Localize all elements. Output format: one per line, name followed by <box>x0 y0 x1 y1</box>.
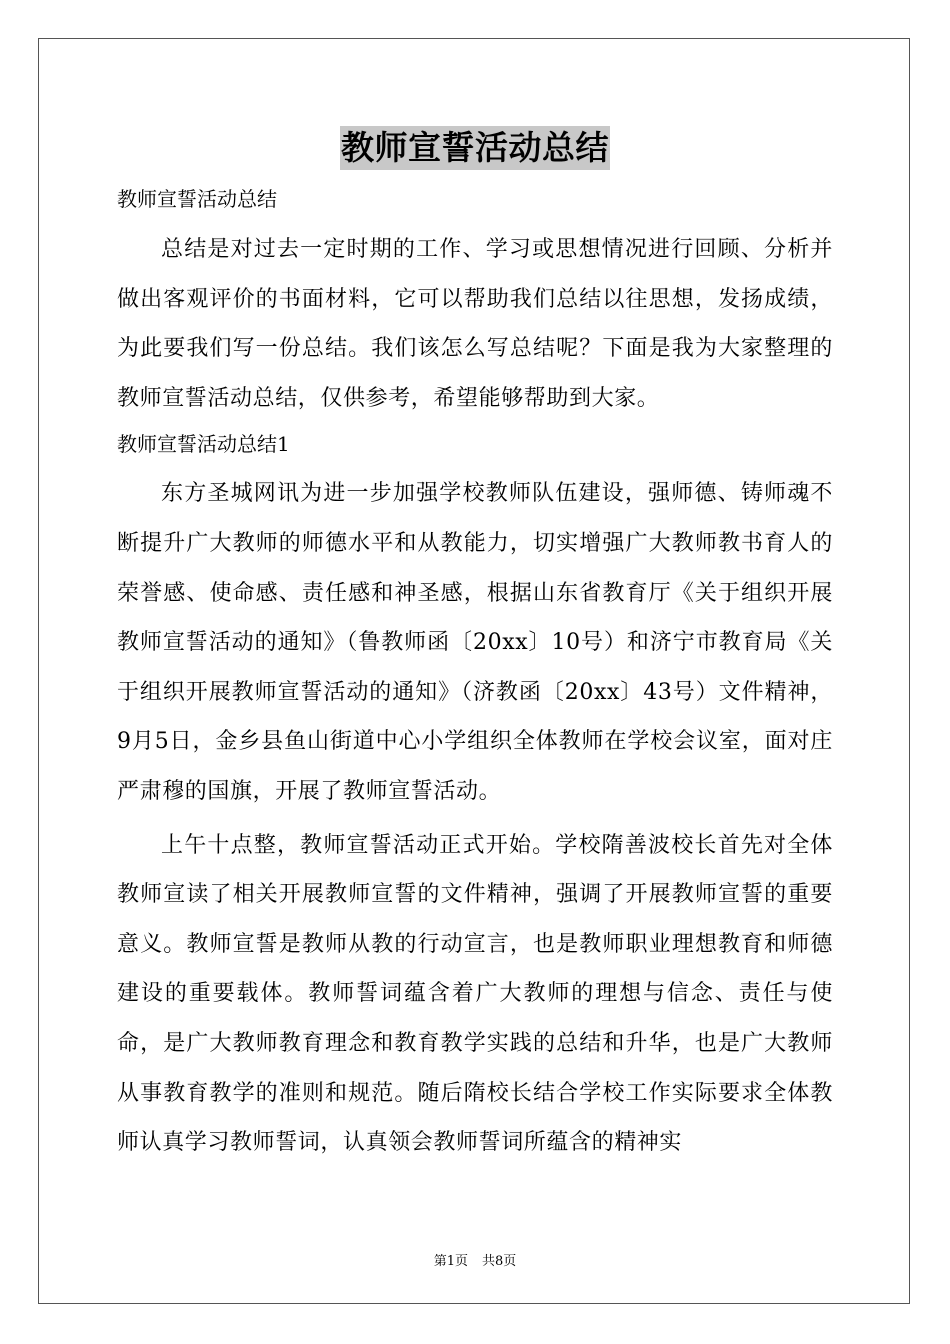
section-heading: 教师宣誓活动总结1 <box>117 432 290 457</box>
intro-paragraph: 总结是对过去一定时期的工作、学习或思想情况进行回顾、分析并做出客观评价的书面材料，它可以帮助我们总结以往思想，发扬成绩，为此要我们写一份总结。我们该怎么写总结呢？下面是我为大家整理的教师宣誓活动总结，仅供参考，希望能够帮助到大家。 <box>117 237 833 411</box>
body-paragraph: 上午十点整，教师宣誓活动正式开始。学校隋善波校长首先对全体教师宣读了相关开展教师宣誓的文件精神，强调了开展教师宣誓的重要意义。教师宣誓是教师从教的行动宣言，也是教师职业理想教育和师德建设的重要载体。教师誓词蕴含着广大教师的理想与信念、责任与使命，是广大教师教育理念和教育教学实践的总结和升华，也是广大教师从事教育教学的准则和规范。随后隋校长结合学校工作实际要求全体教师认真学习教师誓词，认真领会教师誓词所蕴含的精神实 <box>117 832 833 1156</box>
document-subtitle: 教师宣誓活动总结 <box>117 187 277 211</box>
title-area <box>0 126 950 170</box>
page-footer <box>0 1253 950 1271</box>
total-pages: 共8页 <box>482 1254 517 1269</box>
document-title: 教师宣誓活动总结 <box>340 126 610 170</box>
page-number: 第1页 <box>433 1254 468 1269</box>
body-paragraph: 东方圣城网讯为进一步加强学校教师队伍建设，强师德、铸师魂不断提升广大教师的师德水平和从教能力，切实增强广大教师教书育人的荣誉感、使命感、责任感和神圣感，根据山东省教育厅《关于组织开展教师宣誓活动的通知》（鲁教师函〔20xx〕10号）和济宁市教育局《关于组织开展教师宣誓活动的通知》（济教函〔20xx〕43号）文件精神，9月5日，金乡县鱼山街道中心小学组织全体教师在学校会议室，面对庄严肃穆的国旗，开展了教师宣誓活动。 <box>117 481 833 804</box>
document-body <box>117 178 833 1168</box>
